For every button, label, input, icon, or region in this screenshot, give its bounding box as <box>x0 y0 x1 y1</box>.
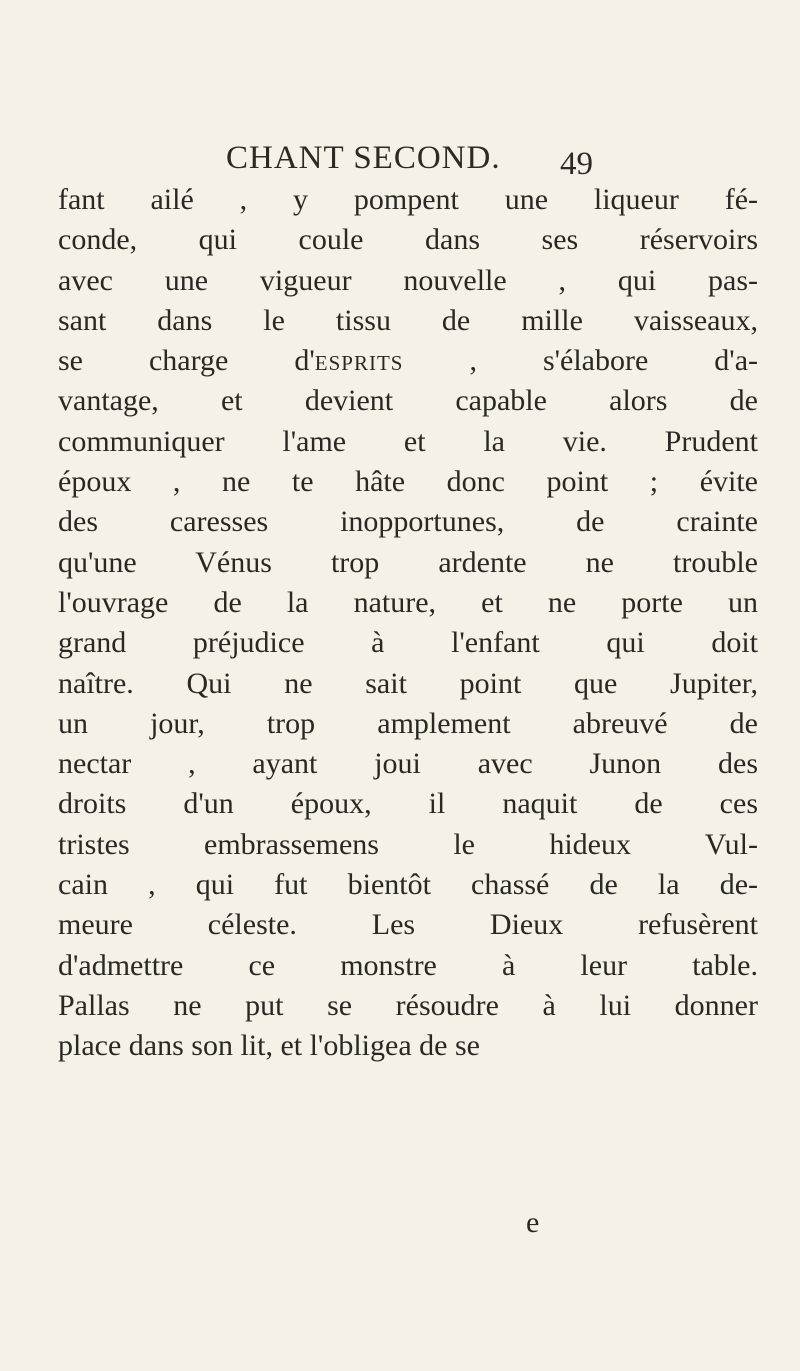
text-segment: , s'élabore d'a- <box>403 344 758 378</box>
text-line: fant ailé , y pompent une liqueur fé- <box>58 183 758 216</box>
text-line-mixed <box>58 341 758 381</box>
text-line: tristes embrassemens le hideux Vul- <box>58 827 758 861</box>
body-text <box>58 180 758 1067</box>
running-title: CHANT SECOND. <box>226 140 501 176</box>
text-line: communiquer l'ame et la vie. Prudent <box>58 424 758 458</box>
text-line: des caresses inopportunes, de crainte <box>58 505 758 539</box>
text-line: Pallas ne put se résoudre à lui donner <box>58 988 758 1022</box>
text-line: grand préjudice à l'enfant qui doit <box>58 626 758 660</box>
text-line: droits d'un époux, il naquit de ces <box>58 787 758 821</box>
text-line: qu'une Vénus trop ardente ne trouble <box>58 545 758 579</box>
text-line: meure céleste. Les Dieux refusèrent <box>58 908 758 942</box>
text-line: un jour, trop amplement abreuvé de <box>58 706 758 740</box>
text-line: époux , ne te hâte donc point ; évite <box>58 465 758 499</box>
text-line: cain , qui fut bientôt chassé de la de- <box>58 868 758 902</box>
smallcaps-word: esprits <box>314 344 404 378</box>
text-line: d'admettre ce monstre à leur table. <box>58 948 758 982</box>
text-line: avec une vigueur nouvelle , qui pas- <box>58 263 758 297</box>
page-number: 49 <box>560 146 593 182</box>
text-line: vantage, et devient capable alors de <box>58 384 758 418</box>
text-line: sant dans le tissu de mille vaisseaux, <box>58 303 758 337</box>
text-line: conde, qui coule dans ses réservoirs <box>58 223 758 257</box>
text-line: l'ouvrage de la nature, et ne porte un <box>58 585 758 619</box>
text-segment: se charge d' <box>58 344 315 378</box>
text-line: nectar , ayant joui avec Junon des <box>58 747 758 781</box>
text-line: place dans son lit, et l'obligea de se <box>58 1029 480 1063</box>
catchword: e <box>526 1206 540 1239</box>
text-line: naître. Qui ne sait point que Jupiter, <box>58 666 758 700</box>
